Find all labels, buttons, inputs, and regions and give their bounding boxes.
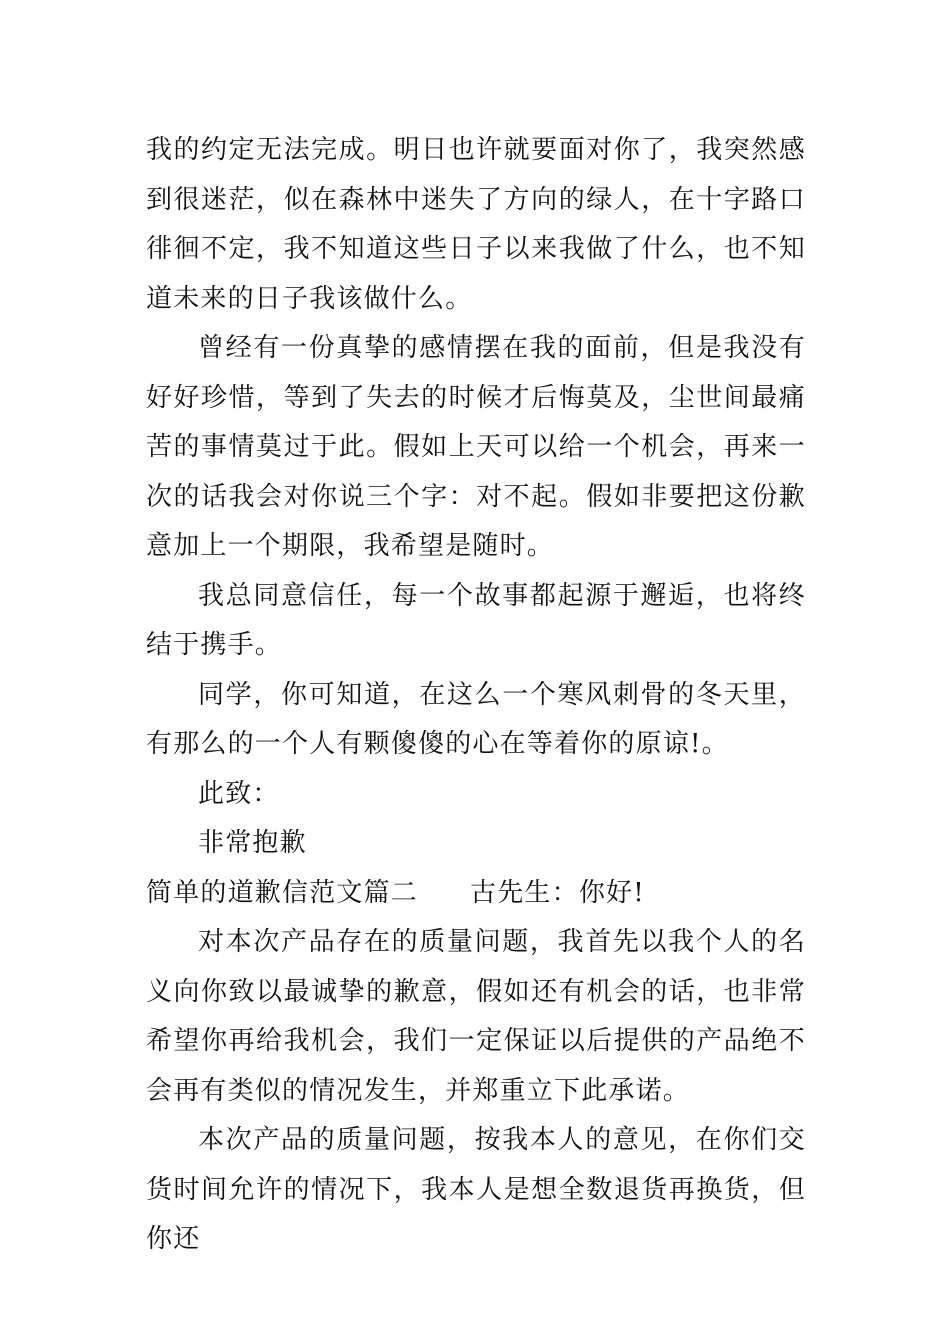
paragraph-continuation: 我的约定无法完成。明日也许就要面对你了，我突然感到很迷茫，似在森林中迷失了方向的绿人，在十字路口徘徊不定，我不知道这些日子以来我做了什么，也不知道未来的日子我该做什么。 (146, 135, 806, 314)
section-title: 简单的道歉信范文篇二 (146, 877, 419, 908)
paragraph-trust: 我总同意信任，每一个故事都起源于邂逅，也将终结于携手。 (146, 580, 806, 660)
paragraph-quality-apology: 对本次产品存在的质量问题，我首先以我个人的名义向你致以最诚挚的歉意，假如还有机会的话，也非常希望你再给我机会，我们一定保证以后提供的产品绝不会再有类似的情况发生，并郑重立下此承诺。 (146, 927, 806, 1106)
letter-body (146, 126, 806, 1265)
section-heading-line (146, 869, 806, 919)
letter-greeting: 古先生：你好! (470, 877, 645, 908)
closing-apology: 非常抱歉 (198, 828, 307, 858)
paragraph-quality-opinion: 本次产品的质量问题，按我本人的意见，在你们交货时间允许的情况下，我本人是想全数退货再换货，但你还 (146, 1125, 806, 1254)
paragraph-classmate: 同学，你可知道，在这么一个寒风刺骨的冬天里，有那么的一个人有颗傻傻的心在等着你的原谅!。 (146, 679, 806, 759)
paragraph-regret: 曾经有一份真挚的感情摆在我的面前，但是我没有好好珍惜，等到了失去的时候才后悔莫及，尘世间最痛苦的事情莫过于此。假如上天可以给一个机会，再来一次的话我会对你说三个字：对不起。假如非要把这份歉意加上一个期限，我希望是随时。 (146, 333, 806, 561)
closing-salutation: 此致： (198, 778, 280, 809)
